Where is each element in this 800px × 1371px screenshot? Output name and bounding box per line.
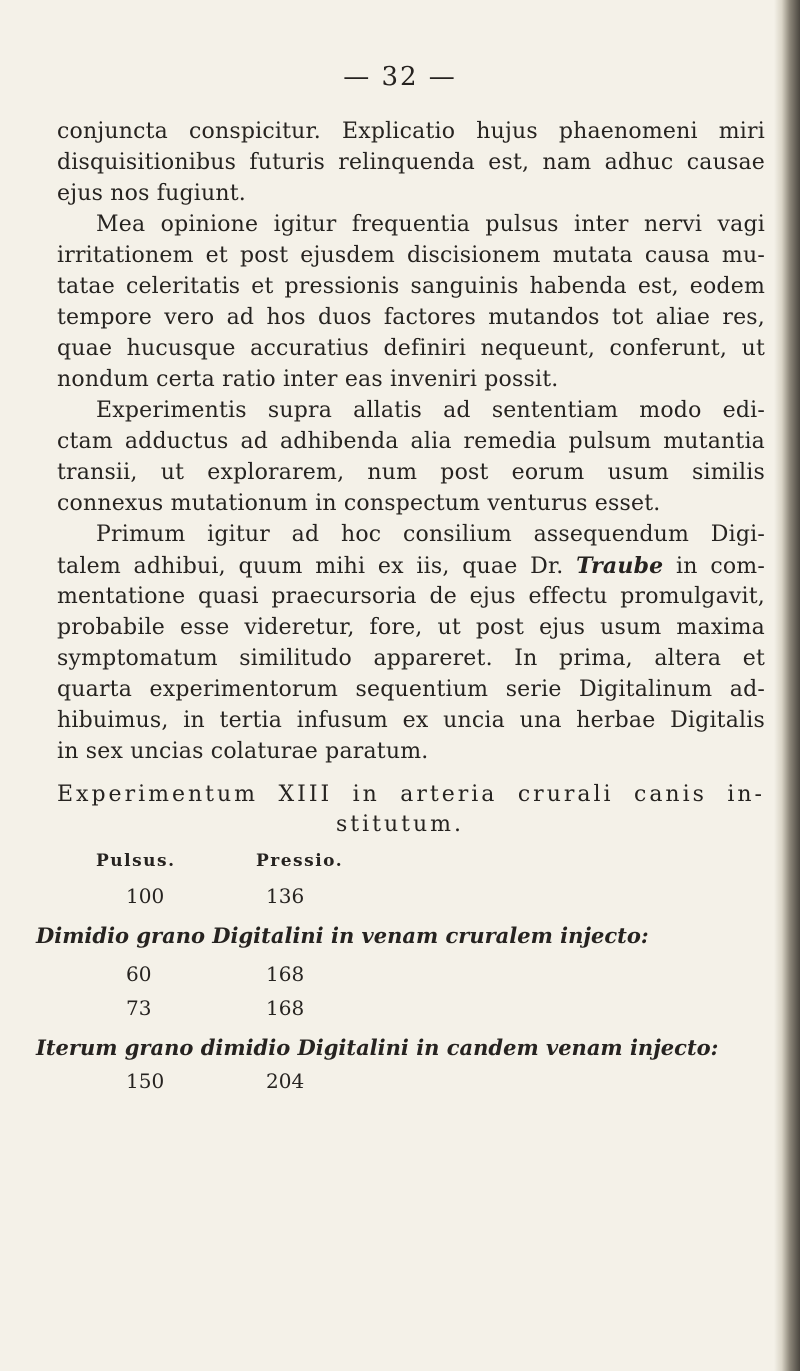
column-header-pressure: Pressio. [256,851,344,871]
text-line-traube [57,551,765,582]
page-number: — 32 — [343,62,457,92]
text-line: quarta experimentorum sequentium serie Digitalinum ad- [57,677,765,702]
text-line: tempore vero ad hos duos factores mutandos tot aliae res, [57,305,765,330]
pressure-value: 168 [266,962,305,986]
column-header-pulse: Pulsus. [96,851,176,871]
text-line: Primum igitur ad hoc consilium assequendum Digi- [96,522,765,547]
text-line: quae hucusque accuratius definiri nequeunt, conferunt, ut [57,336,765,361]
page-edge-shadow [774,0,800,1371]
experiment-caption: Experimentum XIII in arteria crurali canis in- [57,782,765,807]
text-line: in sex uncias colaturae paratum. [57,739,429,764]
pulse-value: 150 [126,1069,165,1093]
text-line: ejus nos fugiunt. [57,181,246,206]
text-line: transii, ut explorarem, num post eorum usum similis [57,460,765,485]
text-line: mentatione quasi praecursoria de ejus effectu promulgavit, [57,584,765,609]
pulse-value: 60 [126,962,152,986]
pulse-value: 100 [126,884,165,908]
text-line: nondum certa ratio inter eas inveniri possit. [57,367,559,392]
text-fragment: in com- [663,554,765,579]
author-name-traube: Traube [576,553,664,579]
text-line: ctam adductus ad adhibenda alia remedia pulsum mutantia [57,429,765,454]
pulse-value: 73 [126,996,152,1020]
text-line: Mea opinione igitur frequentia pulsus inter nervi vagi [96,212,765,237]
text-line: hibuimus, in tertia infusum ex uncia una herbae Digitalis [57,708,765,733]
pressure-value: 136 [266,884,305,908]
text-line: tatae celeritatis et pressionis sanguinis habenda est, eodem [57,274,765,299]
pressure-value: 168 [266,996,305,1020]
injection-note: Dimidio grano Digitalini in venam cruralem injecto: [36,923,649,948]
text-fragment: talem adhibui, quum mihi ex iis, quae Dr. [57,554,577,579]
text-line: connexus mutationum in conspectum venturus esset. [57,491,661,516]
pressure-value: 204 [266,1069,305,1093]
text-line: Experimentis supra allatis ad sententiam modo edi- [96,398,765,423]
text-line: probabile esse videretur, fore, ut post ejus usum maxima [57,615,765,640]
experiment-caption-continuation: stitutum. [335,812,465,837]
text-line: irritationem et post ejusdem discisionem mutata causa mu- [57,243,765,268]
text-line: disquisitionibus futuris relinquenda est, nam adhuc causae [57,150,765,175]
injection-note: Iterum grano dimidio Digitalini in candem venam injecto: [36,1035,719,1060]
text-line: symptomatum similitudo appareret. In prima, altera et [57,646,765,671]
text-line: conjuncta conspicitur. Explicatio hujus phaenomeni miri [57,119,765,144]
